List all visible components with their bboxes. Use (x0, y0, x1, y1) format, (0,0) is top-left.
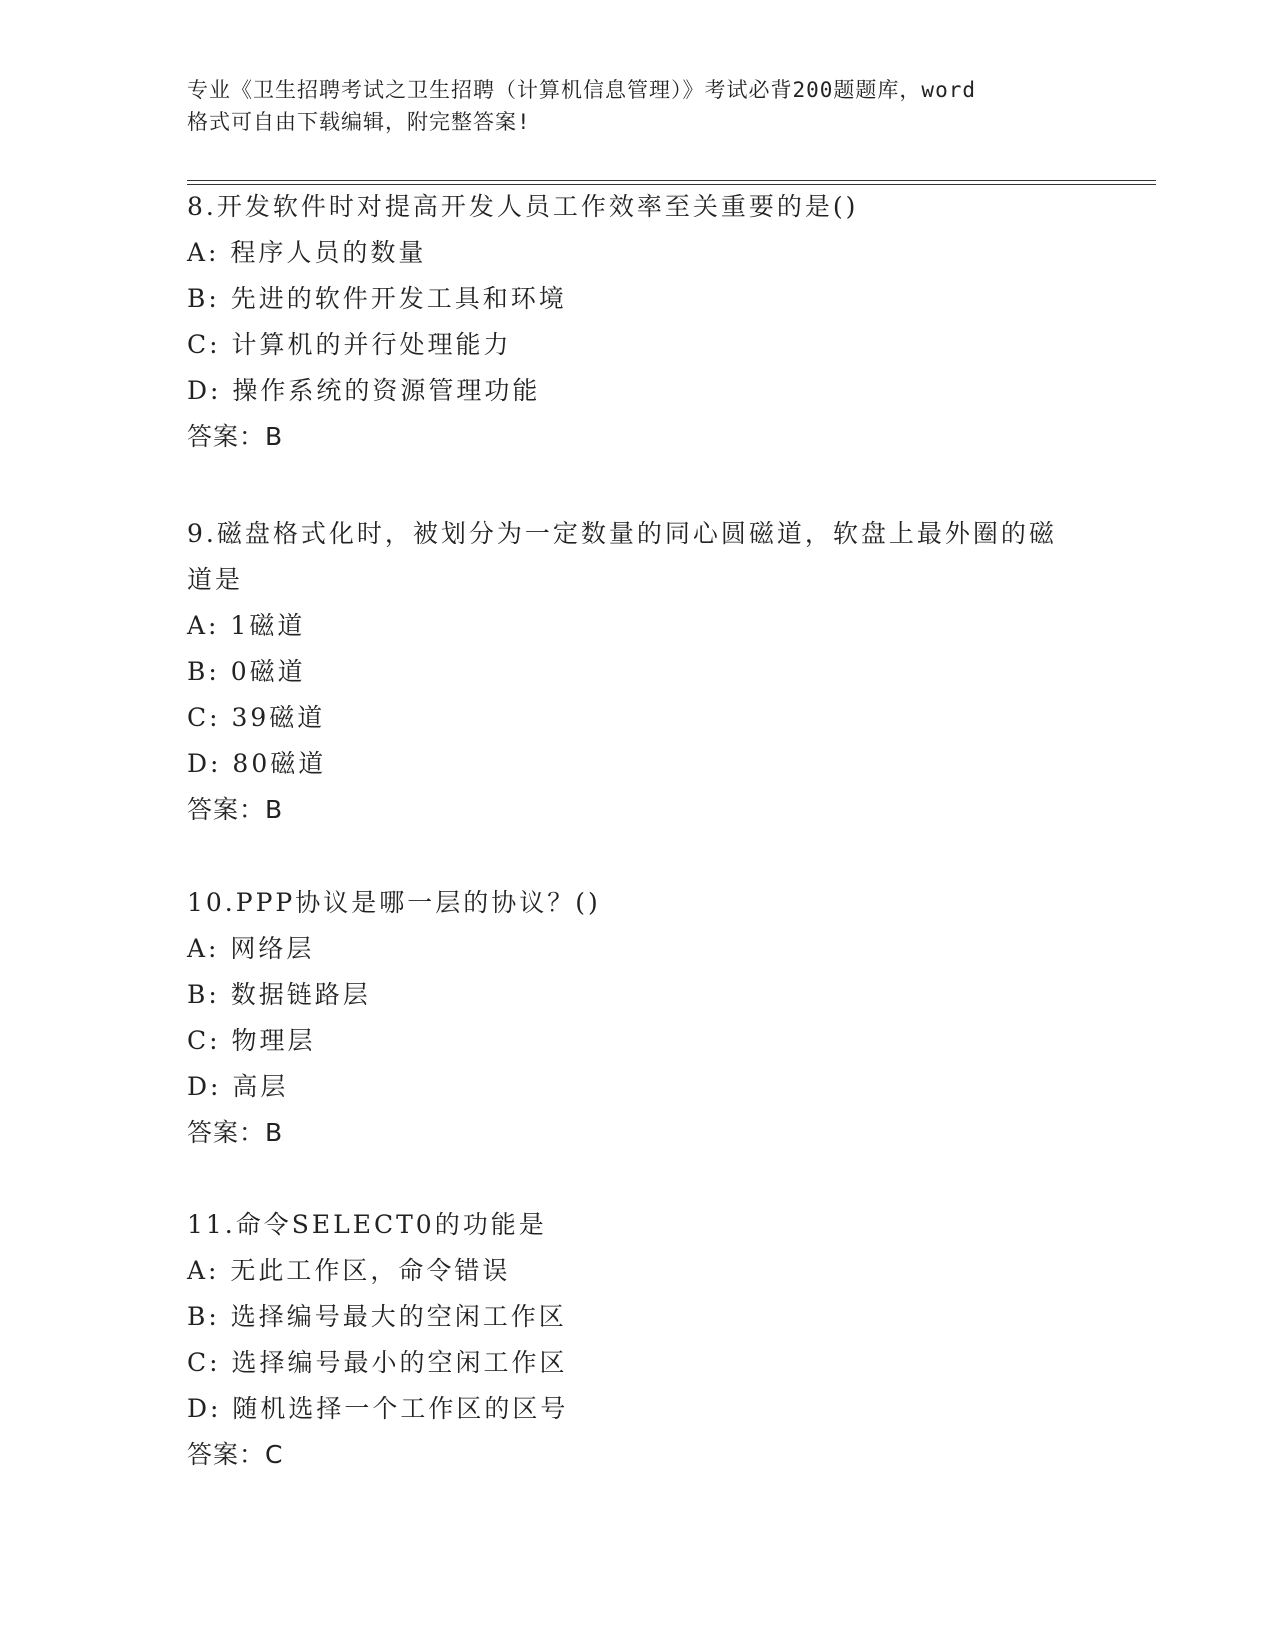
question-block (187, 511, 1087, 833)
option-d: D: 80磁道 (187, 749, 327, 778)
option-c: C: 计算机的并行处理能力 (187, 330, 512, 359)
option-d: D: 高层 (187, 1072, 289, 1101)
question-text: 9.磁盘格式化时，被划分为一定数量的同心圆磁道，软盘上最外圈的磁道是 (187, 519, 1057, 594)
question-text: 10.PPP协议是哪一层的协议？() (187, 888, 601, 917)
option-c: C: 39磁道 (187, 703, 326, 732)
option-c: C: 物理层 (187, 1026, 316, 1055)
option-a: A: 网络层 (187, 934, 315, 963)
question-block (187, 880, 1087, 1156)
option-c: C: 选择编号最小的空闲工作区 (187, 1348, 568, 1377)
header-line-1: 专业《卫生招聘考试之卫生招聘（计算机信息管理）》考试必背200题题库，word (187, 78, 976, 102)
question-text: 11.命令SELECT0的功能是 (187, 1210, 547, 1239)
answer-label: 答案：B (187, 1118, 284, 1147)
option-b: B: 数据链路层 (187, 980, 371, 1009)
option-b: B: 先进的软件开发工具和环境 (187, 284, 567, 313)
option-a: A: 无此工作区，命令错误 (187, 1256, 511, 1285)
option-d: D: 操作系统的资源管理功能 (187, 376, 541, 405)
question-block (187, 1202, 1087, 1478)
question-text: 8.开发软件时对提高开发人员工作效率至关重要的是() (187, 192, 859, 221)
header-line-2: 格式可自由下载编辑，附完整答案! (187, 110, 531, 134)
answer-label: 答案：C (187, 1440, 284, 1469)
option-a: A: 程序人员的数量 (187, 238, 427, 267)
answer-label: 答案：B (187, 422, 284, 451)
question-block (187, 184, 1087, 460)
option-a: A: 1磁道 (187, 611, 306, 640)
document-header (187, 74, 1087, 138)
answer-label: 答案：B (187, 795, 284, 824)
option-b: B: 0磁道 (187, 657, 306, 686)
option-b: B: 选择编号最大的空闲工作区 (187, 1302, 567, 1331)
option-d: D: 随机选择一个工作区的区号 (187, 1394, 569, 1423)
header-divider-top (187, 180, 1156, 181)
